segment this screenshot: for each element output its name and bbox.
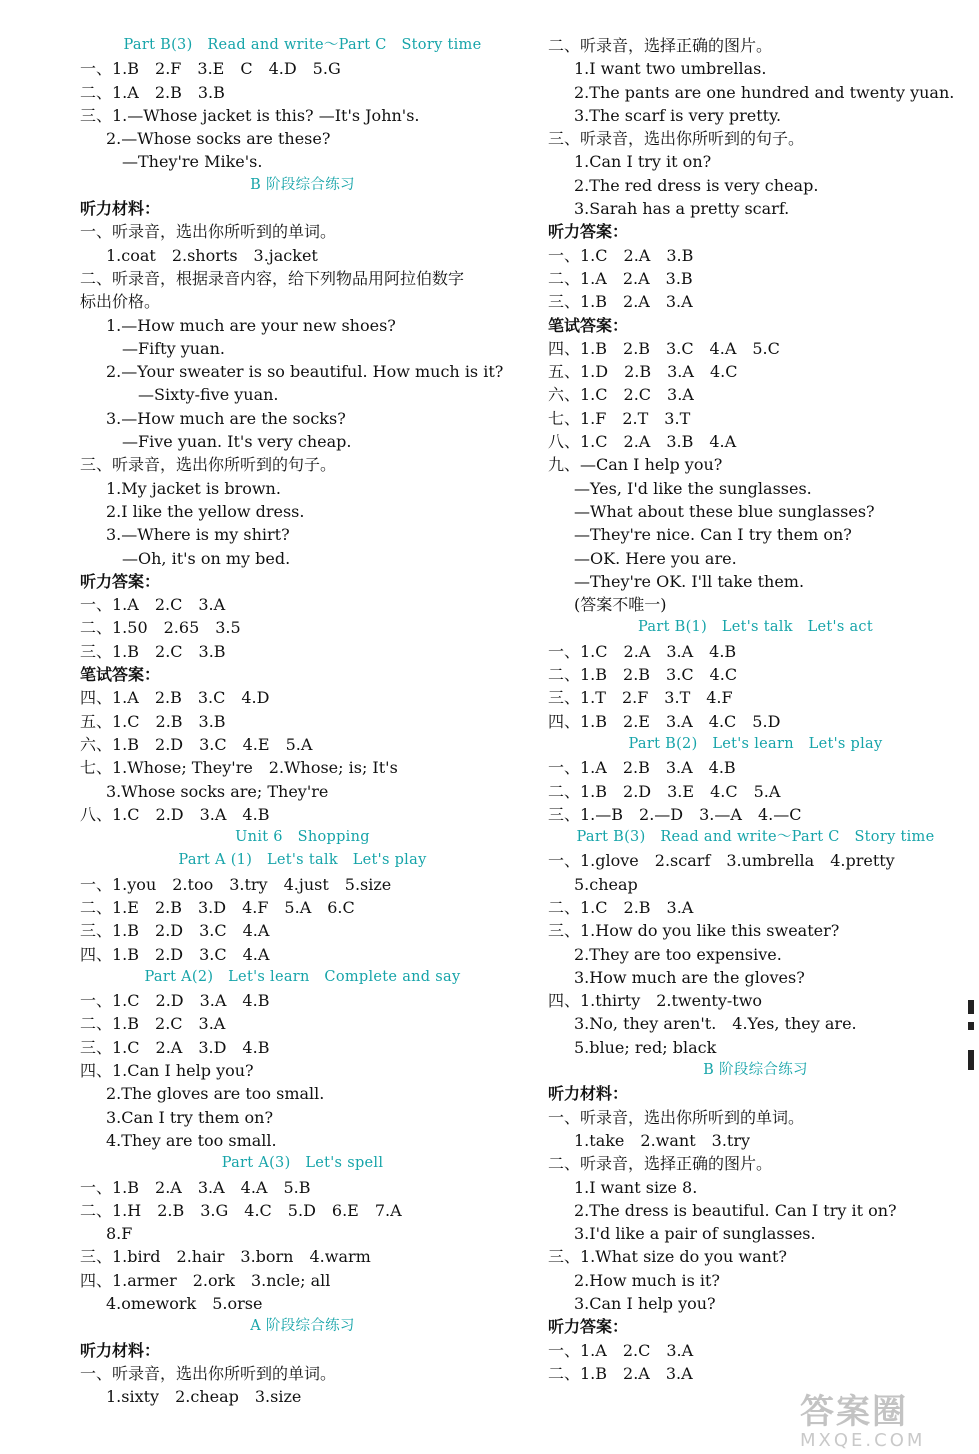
- answer-line: 一、1.A 2.B 3.A 4.B: [548, 758, 736, 778]
- answer-line: 二、1.A 2.A 3.B: [548, 268, 693, 288]
- answer-subline: 1.My jacket is brown.: [106, 478, 281, 498]
- answer-line: 二、1.B 2.D 3.E 4.C 5.A: [548, 781, 781, 801]
- answer-line: 二、听录音，根据录音内容，给下列物品用阿拉伯数字: [80, 268, 465, 288]
- answer-line: 五、1.D 2.B 3.A 4.C: [548, 362, 738, 382]
- answer-line: 三、1.B 2.A 3.A: [548, 292, 693, 312]
- section-label: 听力材料：: [548, 1084, 629, 1104]
- answer-line: 三、1.B 2.D 3.C 4.A: [80, 921, 270, 941]
- answer-subline: 4.They are too small.: [106, 1130, 277, 1150]
- answer-subline: 3.Can I help you?: [574, 1294, 716, 1314]
- section-heading: B 阶段综合练习: [703, 1062, 808, 1079]
- answer-line: 二、1.E 2.B 3.D 4.F 5.A 6.C: [80, 897, 355, 917]
- watermark-logo: [800, 1392, 970, 1451]
- section-heading: Unit 6 Shopping: [235, 829, 370, 846]
- section-label: 听力答案：: [548, 1317, 629, 1337]
- answer-line: 五、1.C 2.B 3.B: [80, 711, 226, 731]
- answer-subline: 2.—Whose socks are these?: [106, 129, 331, 149]
- section-label: 听力材料：: [80, 1340, 161, 1360]
- answer-line: 一、1.glove 2.scarf 3.umbrella 4.pretty: [548, 851, 895, 871]
- answer-subline: 1.take 2.want 3.try: [574, 1130, 751, 1150]
- answer-subline: —Five yuan. It's very cheap.: [122, 432, 352, 452]
- answer-line: 三、1.T 2.F 3.T 4.F: [548, 688, 733, 708]
- answer-subline: 3.No, they aren't. 4.Yes, they are.: [574, 1014, 857, 1034]
- answer-line: 三、听录音，选出你所听到的句子。: [548, 129, 805, 149]
- answer-line: 一、1.C 2.A 3.A 4.B: [548, 641, 737, 661]
- answer-line: 三、1.B 2.C 3.B: [80, 641, 226, 661]
- answer-line: 七、1.Whose; They're 2.Whose; is; It's: [80, 758, 398, 778]
- answer-line: 二、1.A 2.B 3.B: [80, 82, 225, 102]
- answer-line: 三、1.C 2.A 3.D 4.B: [80, 1037, 270, 1057]
- answer-line: 三、听录音，选出你所听到的句子。: [80, 455, 337, 475]
- section-label: 笔试答案：: [548, 315, 629, 335]
- left-column: [80, 34, 525, 1409]
- answer-subline: 2.They are too expensive.: [574, 944, 782, 964]
- answer-subline: —What about these blue sunglasses?: [574, 501, 875, 521]
- answer-subline: —Sixty-five yuan.: [138, 385, 279, 405]
- answer-line: 三、1.What size do you want?: [548, 1247, 787, 1267]
- right-column: [548, 34, 963, 1385]
- answer-subline: —Yes, I'd like the sunglasses.: [574, 478, 812, 498]
- answer-subline: —They're nice. Can I try them on?: [574, 525, 852, 545]
- answer-subline: 3.The scarf is very pretty.: [574, 105, 782, 125]
- watermark-cn: 答案圈: [800, 1392, 908, 1432]
- section-label: 听力答案：: [80, 571, 161, 591]
- answer-subline: 1.—How much are your new shoes?: [106, 315, 396, 335]
- answer-subline: —They're Mike's.: [122, 152, 263, 172]
- answer-line: 二、1.B 2.C 3.A: [80, 1014, 226, 1034]
- page-edge-mark: [968, 1000, 974, 1014]
- answer-line: 一、1.B 2.F 3.E C 4.D 5.G: [80, 59, 341, 79]
- answer-subline: 1.I want size 8.: [574, 1177, 698, 1197]
- answer-line: 八、1.C 2.D 3.A 4.B: [80, 804, 270, 824]
- answer-line: 四、1.Can I help you?: [80, 1061, 254, 1081]
- answer-line: 四、1.armer 2.ork 3.ncle; all: [80, 1270, 331, 1290]
- answer-line: 三、1.—B 2.—D 3.—A 4.—C: [548, 804, 802, 824]
- answer-subline: 5.cheap: [574, 874, 638, 894]
- section-heading: Part A(3) Let's spell: [221, 1155, 384, 1172]
- answer-subline: 4.omework 5.orse: [106, 1294, 263, 1314]
- answer-line: 六、1.C 2.C 3.A: [548, 385, 694, 405]
- section-heading: Part A(2) Let's learn Complete and say: [144, 968, 461, 985]
- answer-line: 一、1.A 2.C 3.A: [80, 595, 226, 615]
- answer-line: 八、1.C 2.A 3.B 4.A: [548, 432, 737, 452]
- answer-line: 三、1.bird 2.hair 3.born 4.warm: [80, 1247, 371, 1267]
- answer-line: 三、1.—Whose jacket is this? —It's John's.: [80, 105, 420, 125]
- answer-subline: 2.How much is it?: [574, 1270, 720, 1290]
- answer-subline: —Oh, it's on my bed.: [122, 548, 291, 568]
- answer-line: 一、1.B 2.A 3.A 4.A 5.B: [80, 1177, 311, 1197]
- answer-subline: 2.—Your sweater is so beautiful. How much is it?: [106, 362, 504, 382]
- answer-line: 二、1.C 2.B 3.A: [548, 897, 694, 917]
- section-heading: B 阶段综合练习: [250, 176, 355, 193]
- answer-subline: (答案不唯一): [574, 595, 667, 615]
- section-heading: Part B(2) Let's learn Let's play: [628, 735, 883, 752]
- answer-subline: 3.How much are the gloves?: [574, 967, 805, 987]
- answer-subline: 3.Sarah has a pretty scarf.: [574, 199, 790, 219]
- answer-subline: 1.I want two umbrellas.: [574, 59, 767, 79]
- answer-subline: 2.The dress is beautiful. Can I try it on?: [574, 1200, 897, 1220]
- answer-line: 二、1.B 2.A 3.A: [548, 1363, 693, 1383]
- answer-line: 六、1.B 2.D 3.C 4.E 5.A: [80, 734, 313, 754]
- section-label: 笔试答案：: [80, 665, 161, 685]
- answer-line: 一、1.C 2.D 3.A 4.B: [80, 991, 270, 1011]
- answer-line: 一、听录音，选出你所听到的单词。: [80, 1363, 337, 1383]
- answer-line: 一、1.you 2.too 3.try 4.just 5.size: [80, 874, 392, 894]
- watermark-en: MXQE.COM: [800, 1430, 926, 1451]
- answer-subline: —Fifty yuan.: [122, 338, 225, 358]
- answer-subline: —OK. Here you are.: [574, 548, 737, 568]
- section-heading: Part B(3) Read and write～Part C Story time: [576, 829, 935, 846]
- answer-subline: 2.The gloves are too small.: [106, 1084, 325, 1104]
- answer-subline: 3.Can I try them on?: [106, 1107, 274, 1127]
- answer-line: 四、1.B 2.D 3.C 4.A: [80, 944, 270, 964]
- answer-subline: 3.—Where is my shirt?: [106, 525, 290, 545]
- answer-subline: —They're OK. I'll take them.: [574, 571, 805, 591]
- section-heading: Part B(3) Read and write～Part C Story time: [123, 37, 482, 53]
- answer-line: 四、1.B 2.E 3.A 4.C 5.D: [548, 711, 781, 731]
- answer-subline: 3.—How much are the socks?: [106, 408, 346, 428]
- answer-subline: 3.Whose socks are; They're: [106, 781, 329, 801]
- section-heading: Part B(1) Let's talk Let's act: [638, 619, 873, 636]
- answer-line: 二、听录音，选择正确的图片。: [548, 36, 773, 55]
- answer-subline: 5.blue; red; black: [574, 1037, 717, 1057]
- section-label: 听力材料：: [80, 199, 161, 219]
- answer-subline: 2.The pants are one hundred and twenty yuan.: [574, 82, 955, 102]
- answer-line: 二、1.B 2.B 3.C 4.C: [548, 665, 738, 685]
- answer-line: 四、1.thirty 2.twenty-two: [548, 991, 763, 1011]
- answer-subline: 1.coat 2.shorts 3.jacket: [106, 245, 318, 265]
- answer-subline: 2.The red dress is very cheap.: [574, 175, 819, 195]
- answer-line: 一、1.C 2.A 3.B: [548, 245, 694, 265]
- section-heading: Part A (1) Let's talk Let's play: [178, 852, 427, 869]
- answer-line: 二、听录音，选择正确的图片。: [548, 1154, 773, 1174]
- answer-line: 二、1.H 2.B 3.G 4.C 5.D 6.E 7.A: [80, 1200, 402, 1220]
- answer-line: 二、1.50 2.65 3.5: [80, 618, 241, 638]
- answer-subline: 2.I like the yellow dress.: [106, 501, 305, 521]
- answer-line: 四、1.A 2.B 3.C 4.D: [80, 688, 270, 708]
- answer-line: 七、1.F 2.T 3.T: [548, 408, 691, 428]
- answer-subline: 1.Can I try it on?: [574, 152, 712, 172]
- answer-subline: 8.F: [106, 1224, 133, 1244]
- page-edge-mark: [968, 1022, 974, 1030]
- page-edge-mark: [968, 1050, 974, 1070]
- answer-line: 标出价格。: [80, 292, 161, 312]
- answer-line: 三、1.How do you like this sweater?: [548, 921, 840, 941]
- answer-line: 九、—Can I help you?: [548, 455, 723, 475]
- answer-subline: 1.sixty 2.cheap 3.size: [106, 1387, 302, 1407]
- answer-line: 一、1.A 2.C 3.A: [548, 1340, 694, 1360]
- section-label: 听力答案：: [548, 222, 629, 242]
- answer-line: 一、听录音，选出你所听到的单词。: [548, 1107, 805, 1127]
- section-heading: A 阶段综合练习: [250, 1318, 355, 1335]
- answer-line: 一、听录音，选出你所听到的单词。: [80, 222, 337, 242]
- answer-subline: 3.I'd like a pair of sunglasses.: [574, 1224, 816, 1244]
- answer-line: 四、1.B 2.B 3.C 4.A 5.C: [548, 338, 780, 358]
